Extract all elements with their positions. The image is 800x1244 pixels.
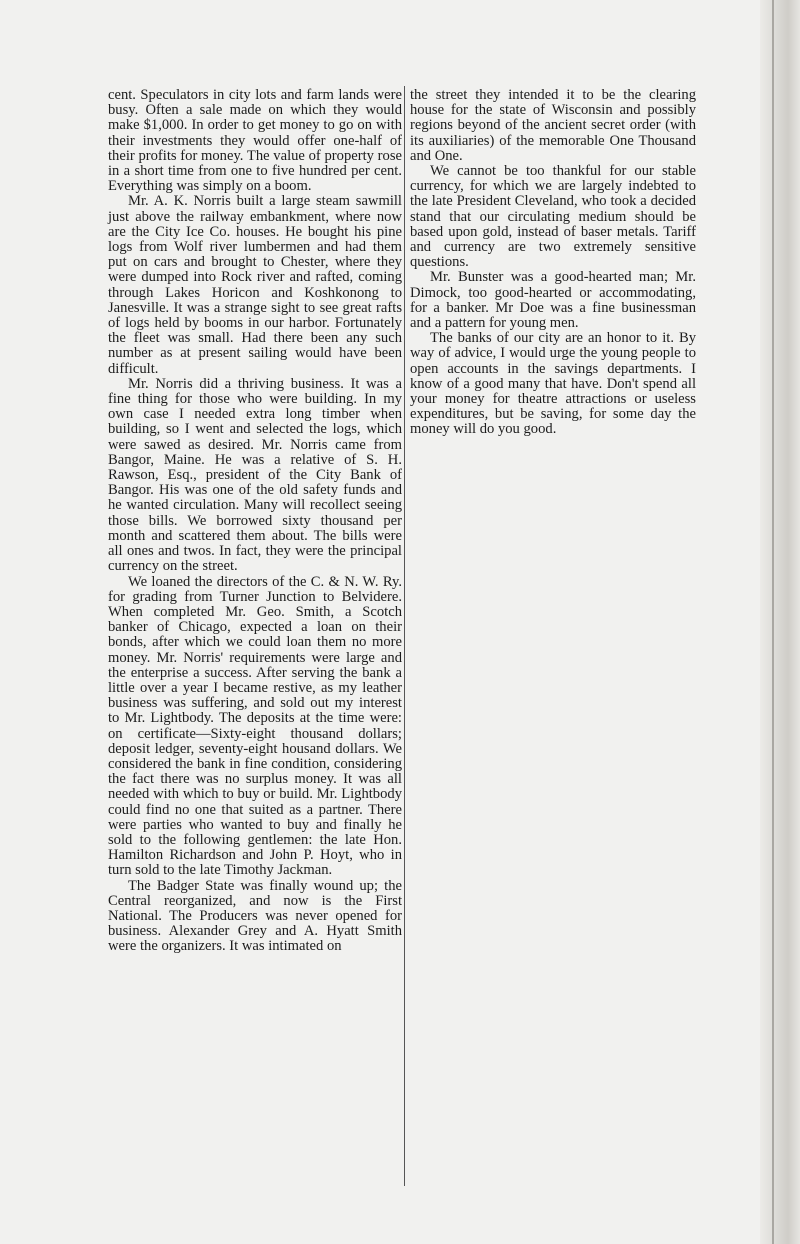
paragraph: The banks of our city are an honor to it. By way of advice, I would urge the young people to open accounts in the savings departments. I know of a good many that have. Don't spend all your money for theatre attractions or useless expenditures, but be saving, for some day the money will do you good. [410, 330, 696, 438]
paragraph: Mr. Bunster was a good-hearted man; Mr. Dimock, too good-hearted or accommodating, for a banker. Mr Doe was a fine businessman and a pattern for young men. [410, 269, 696, 332]
page-edge-fold [772, 0, 774, 1244]
paragraph: Mr. A. K. Norris built a large steam sawmill just above the railway embankment, where now are the City Ice Co. houses. He bought his pine logs from Wolf river lumbermen and had them put on cars and brought to Chester, where they were dumped into Rock river and rafted, coming through Lakes Horicon and Koshkonong to Janesville. It was a strange sight to see great rafts of logs held by booms in our harbor. Fortunately the fleet was small. Had there been any such number as at present sailing would have been difficult. [108, 193, 402, 377]
left-column [108, 88, 402, 955]
paragraph: Mr. Norris did a thriving business. It was a fine thing for those who were building. In my own case I needed extra long timber when building, so I went and selected the logs, which were sawed as desired. Mr. Norris came from Bangor, Maine. He was a relative of S. H. Rawson, Esq., president of the City Bank of Bangor. His was one of the old safety funds and he wanted circulation. Many will recollect seeing those bills. We borrowed sixty thousand per month and scattered them about. The bills were all ones and twos. In fact, they were the principal currency on the street. [108, 375, 402, 575]
page-edge [760, 0, 800, 1244]
paragraph: the street they intended it to be the clearing house for the state of Wisconsin and possibly regions beyond of the ancient secret order (with its auxiliaries) of the memorable One Thousand and One. [410, 87, 696, 164]
column-divider [404, 86, 405, 1186]
paragraph: cent. Speculators in city lots and farm lands were busy. Often a sale made on which they would make $1,000. In order to get money to go on with their investments they would offer one-half of their profits for money. The value of property rose in a short time from one to five hundred per cent. Everything was simply on a boom. [108, 87, 402, 195]
paragraph: We loaned the directors of the C. & N. W. Ry. for grading from Turner Junction to Belvidere. When completed Mr. Geo. Smith, a Scotch banker of Chicago, expected a loan on their bonds, after which we could loan them no more money. Mr. Norris' requirements were large and the enterprise a success. After serving the bank a little over a year I became restive, as my leather business was suffering, and sold out my interest to Mr. Lightbody. The deposits at the time were: on certificate—Sixty-eight thousand dollars; deposit ledger, seventy-eight housand dollars. We considered the bank in fine condition, considering the fact there was no surplus money. It was all needed with which to buy or build. Mr. Lightbody could find no one that suited as a partner. There were parties who wanted to buy and finally he sold to the following gentlemen: the late Hon. Hamilton Richardson and John P. Hoyt, who in turn sold to the late Timothy Jackman. [108, 573, 402, 879]
right-column [410, 88, 696, 438]
paragraph: The Badger State was finally wound up; the Central reorganized, and now is the First National. The Producers was never opened for business. Alexander Grey and A. Hyatt Smith were the organizers. It was intimated on [108, 877, 402, 955]
paragraph: We cannot be too thankful for our stable currency, for which we are largely indebted to the late President Cleveland, who took a decided stand that our circulating medium should be based upon gold, instead of baser metals. Tariff and currency are two extremely sensitive questions. [410, 163, 696, 271]
